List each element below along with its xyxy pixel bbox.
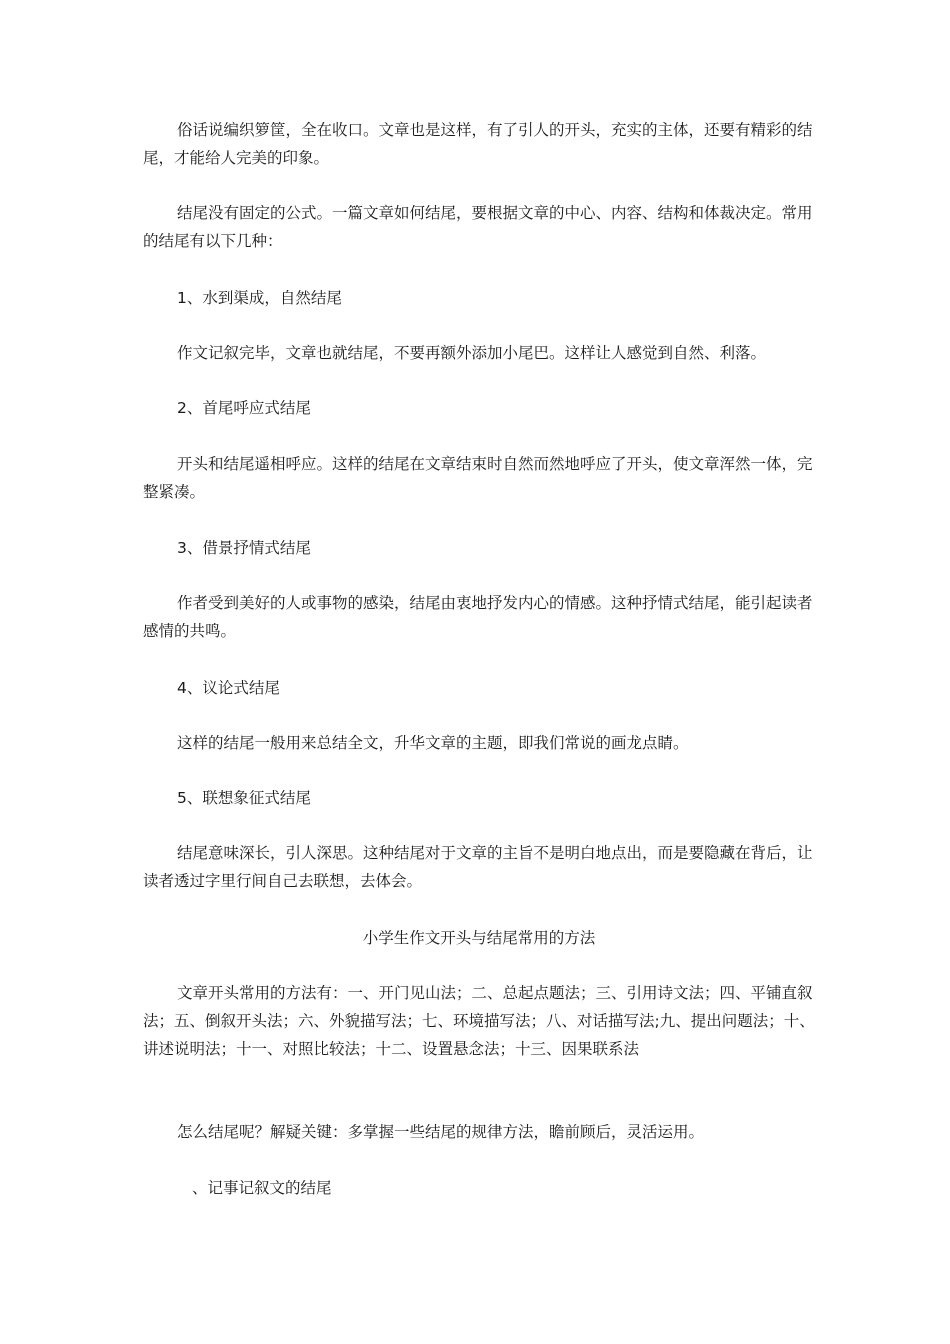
paragraph-echo-ending: 开头和结尾遥相呼应。这样的结尾在文章结束时自然而然地呼应了开头，使文章浑然一体，完整紧凑。 [143,455,813,501]
paragraph-association-ending: 结尾意味深长，引人深思。这种结尾对于文章的主旨不是明白地点出，而是要隐藏在背后，让读者透过字里行间自己去联想，去体会。 [143,844,813,890]
paragraph-argument-ending: 这样的结尾一般用来总结全文，升华文章的主题，即我们常说的画龙点睛。 [177,734,689,752]
paragraph-no-formula: 结尾没有固定的公式。一篇文章如何结尾，要根据文章的中心、内容、结构和体裁决定。常用的结尾有以下几种： [143,204,813,250]
paragraph-how-to-end: 怎么结尾呢？解疑关键：多掌握一些结尾的规律方法，瞻前顾后，灵活运用。 [177,1123,705,1141]
heading-narrative-ending: 、记事记叙文的结尾 [192,1179,332,1197]
section-title: 小学生作文开头与结尾常用的方法 [362,929,596,947]
heading-natural-ending: 1、水到渠成，自然结尾 [177,289,342,307]
paragraph-opening-methods: 文章开头常用的方法有：一、开门见山法；二、总起点题法；三、引用诗文法；四、平铺直叙法；五、倒叙开头法；六、外貌描写法；七、环境描写法；八、对话描写法;九、提出问题法；十、讲述说明法；十一、对照比较法；十二、设置悬念法；十三、因果联系法 [143,984,815,1058]
heading-association-ending: 5、联想象征式结尾 [177,789,311,807]
paragraph-intro: 俗话说编织箩筐，全在收口。文章也是这样，有了引人的开头，充实的主体，还要有精彩的结尾，才能给人完美的印象。 [143,121,813,167]
paragraph-scenery-ending: 作者受到美好的人或事物的感染，结尾由衷地抒发内心的情感。这种抒情式结尾，能引起读者感情的共鸣。 [143,594,813,640]
heading-scenery-ending: 3、借景抒情式结尾 [177,539,311,557]
paragraph-natural-ending: 作文记叙完毕，文章也就结尾，不要再额外添加小尾巴。这样让人感觉到自然、利落。 [177,344,767,362]
heading-argument-ending: 4、议论式结尾 [177,679,280,697]
heading-echo-ending: 2、首尾呼应式结尾 [177,399,311,417]
